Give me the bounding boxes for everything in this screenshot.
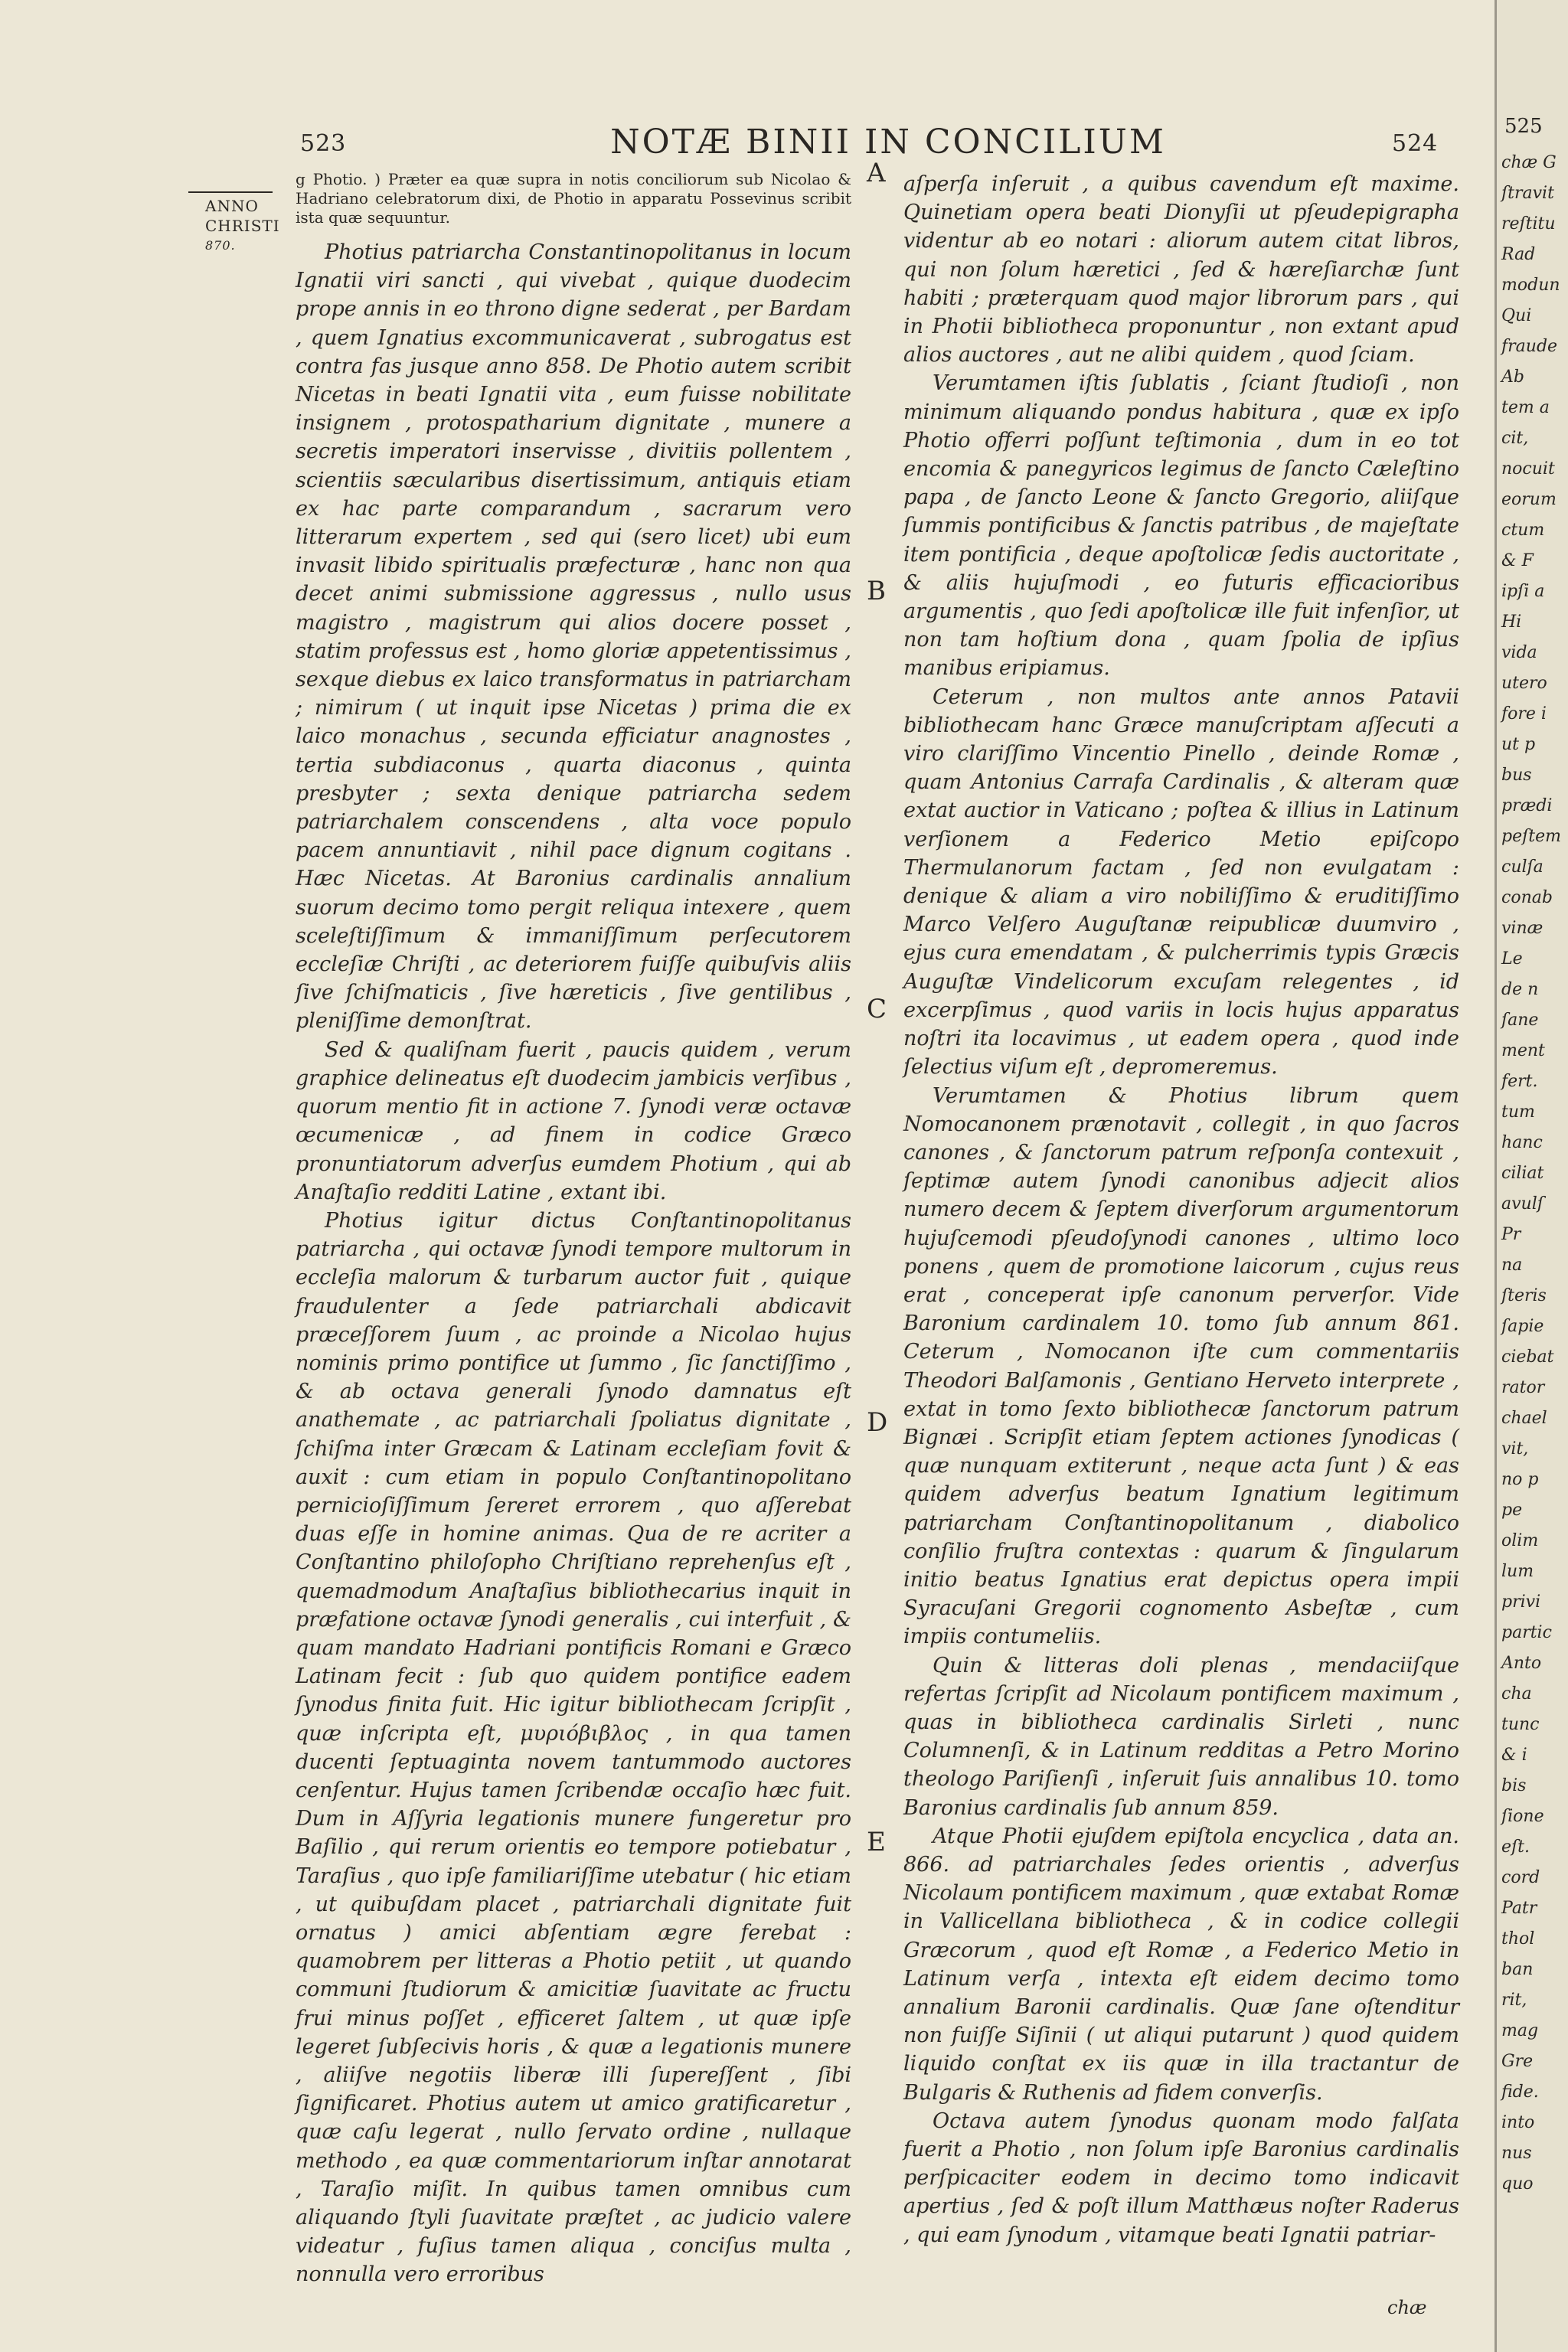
edge-fragment: modun xyxy=(1501,276,1560,295)
right-paragraph-6: Atque Photii ejuſdem epiſtola encyclica , data an. 866. ad patriarchales ſedes orientis , adverſus Nicolaum pontificem maximum , quæ extabat Romæ in Vallicellana bibliotheca , & in codice collegii Græcorum , quod eſt Romæ , a Federico Metio in Latinum verſa , intexta eſt eidem decimo tomo annalium Baronii cardinalis. Quæ ſane oſtenditur non fuiſſe Siſinii ( ut aliqui putarunt ) quod quidem liquido conſtat ex iis quæ in illa tractantur de Bulgaris & Ruthenis ad fidem converſis. xyxy=(903,1824,1459,2105)
section-letter-d: D xyxy=(867,1407,888,1438)
edge-fragment: fraude xyxy=(1501,337,1558,356)
edge-fragment: ſane xyxy=(1501,1011,1539,1030)
left-paragraph-2: Sed & qualiſnam fuerit , paucis quidem , verum graphice delineatus eſt duodecim jambicis verſibus , quorum mentio fit in actione 7. ſynodi veræ octavæ œcumenicæ , ad finem in codice Græco pronuntiatorum adverſus eumdem Photium , qui ab Anaſtaſio redditi Latine , extant ibi. xyxy=(296,1037,851,1204)
edge-fragment: vinæ xyxy=(1501,919,1544,938)
edge-fragment: into xyxy=(1501,2113,1535,2132)
edge-fragment: ſtravit xyxy=(1501,184,1554,203)
left-intro-note: g Photio. ) Præter ea quæ supra in notis conciliorum sub Nicolao & Hadriano celebratorum dixi, de Photio in apparatu Possevinus scribit ista quæ sequuntur. xyxy=(296,170,851,227)
catchword: chæ xyxy=(1387,2297,1427,2318)
edge-fragment: quo xyxy=(1501,2174,1534,2194)
margin-rule xyxy=(188,191,273,193)
right-paragraph-4: Verumtamen & Photius librum quem Nomocanonem prænotavit , collegit , in quo ſacros canones , & ſanctorum patrum reſponſa contexuit , ſeptimæ autem ſynodi canonibus adjecit alios numero decem & ſeptem diverſorum argumentorum hujuſcemodi pſeudoſynodi canones , ultimo loco ponens , quem de promotione laicorum , cujus reus erat , conceperat ipſe canonum perverſor. Vide Baronium cardinalem 10. tomo ſub annum 861. Ceterum , Nomocanon iſte cum commentariis Theodori Balſamonis , Gentiano Herveto interprete , extat in tomo ſexto bibliothecæ ſanctorum patrum Bignæi . Scripſit etiam ſeptem actiones ſynodicas ( quæ nunquam extiterunt , neque acta ſunt ) & eas quidem adverſus beatum Ignatium legitimum patriarcham Conſtantinopolitanum , diabolico conſilio fruſtra contextas : quarum & ſingularum initio beatus Ignatius erat depictus opera impii Syracuſani Gregorii cognomento Asbeſtæ , cum impiis contumeliis. xyxy=(903,1083,1459,1649)
edge-fragment: thol xyxy=(1501,1929,1535,1949)
edge-fragment: Anto xyxy=(1501,1654,1542,1673)
edge-fragment: ban xyxy=(1501,1960,1534,1979)
edge-fragment: conab xyxy=(1501,888,1553,907)
section-letter-c: C xyxy=(867,994,887,1024)
edge-fragment: hanc xyxy=(1501,1133,1543,1152)
edge-fragment: privi xyxy=(1501,1592,1541,1612)
margin-year: 870. xyxy=(205,238,236,253)
edge-fragment: tum xyxy=(1501,1102,1535,1122)
edge-fragment: olim xyxy=(1501,1531,1539,1550)
edge-fragment: fert. xyxy=(1501,1072,1538,1091)
edge-fragment: lum xyxy=(1501,1562,1534,1581)
right-paragraph-3: Ceterum , non multos ante annos Patavii bibliothecam hanc Græce manuſcriptam aſſecuti a viro clariſſimo Vincentio Pinello , deinde Romæ , quam Antonius Carrafa Cardinalis , & alteram quæ extat auctior in Vaticano ; poſtea & illius in Latinum verſionem a Federico Metio epiſcopo Thermulanorum factam , ſed non evulgatam : denique & aliam a viro nobiliſſimo & eruditiſſimo Marco Velſero Auguſtanæ reipublicæ duumviro , ejus cura emendatam , & pulcherrimis typis Græcis Auguſtæ Vindelicorum excuſam relegentes , id excerpſimus , quod variis in locis hujus apparatus noſtri ita locavimus , ut eadem opera , quod inde ſelectius viſum eſt , depromeremus. xyxy=(903,684,1459,1080)
edge-fragment: fide. xyxy=(1501,2082,1539,2102)
edge-fragment: reſtitu xyxy=(1501,214,1556,234)
edge-fragment: Ab xyxy=(1501,368,1524,387)
left-column xyxy=(296,170,851,2289)
edge-fragment: Hi xyxy=(1501,612,1522,632)
edge-fragment: utero xyxy=(1501,674,1547,693)
right-paragraph-5: Quin & litteras doli plenas , mendaciiſque refertas ſcripſit ad Nicolaum pontificem maximum , quas in bibliotheca cardinalis Sirleti , nunc Columnenſi, & in Latinum redditas a Petro Morino theologo Pariſienſi , inſeruit ſuis annalibus 10. tomo Baronius cardinalis ſub annum 859. xyxy=(903,1653,1459,1820)
edge-fragment: nocuit xyxy=(1501,459,1555,479)
margin-anno: ANNO xyxy=(205,197,259,215)
edge-fragment: cit, xyxy=(1501,429,1529,448)
edge-fragment: bis xyxy=(1501,1776,1527,1795)
left-paragraph-1: Photius patriarcha Constantinopolitanus in locum Ignatii viri sancti , qui vivebat , quique duodecim prope annis in eo throno digne sederat , per Bardam , quem Ignatius excommunicaverat , subrogatus est contra fas jusque anno 858. De Photio autem scribit Nicetas in beati Ignatii vita , eum fuisse nobilitate insignem , protospatharium dignitate , munere a secretis imperatori inservisse , divitiis pollentem , scientiis sæcularibus disertissimum, antiquis etiam ex hac parte comparandum , sacrarum vero litterarum expertem , sed qui (sero licet) ubi eum invasit libido spiritualis præfecturæ , hanc non qua decet animi submissione aggressus , nullo usus magistro , magistrum qui alios docere posset , statim professus est , homo gloriæ appetentissimus , sexque diebus ex laico transformatus in patriarcham ; nimirum ( ut inquit ipse Nicetas ) prima die ex laico monachus , secunda efficiatur anagnostes , tertia subdiaconus , quarta diaconus , quinta presbyter ; sexta denique patriarcha sedem patriarchalem conscendens , alta voce populo pacem annuntiavit , nihil pace dignum cogitans . Hæc Nicetas. At Baronius cardinalis annalium suorum decimo tomo pergit reliqua intexere , quem sceleſtiſſimum & immaniſſimum perſecutorem eccleſiæ Chriſti , ac deteriorem fuiſſe quibuſvis aliis ſive ſchiſmaticis , ſive hæreticis , ſive gentilibus , pleniſſime demonſtrat. xyxy=(296,240,851,1034)
edge-fragment: tem a xyxy=(1501,398,1550,417)
edge-fragment: bus xyxy=(1501,766,1532,785)
page-number-right: 524 xyxy=(1392,130,1439,157)
right-paragraph-1: aſperſa inſeruit , a quibus cavendum eſt maxime. Quinetiam opera beati Dionyſii ut pſeudepigrapha videntur ab eo notari : aliorum autem citat libros, qui non ſolum hæretici , ſed & hæreſiarchæ ſunt habiti ; præterquam quod major librorum pars , qui in Photii bibliotheca proponuntur , non extant apud alios auctores , aut ne alibi quidem , quod ſciam. xyxy=(903,172,1459,368)
edge-fragment: ſapie xyxy=(1501,1317,1544,1336)
edge-fragment: ipſi a xyxy=(1501,582,1545,601)
edge-fragment: de n xyxy=(1501,980,1539,999)
edge-fragment: ctum xyxy=(1501,521,1545,540)
running-title: NOTÆ BINII IN CONCILIUM xyxy=(610,122,1166,162)
section-letter-e: E xyxy=(867,1827,886,1857)
edge-fragment: eſt. xyxy=(1501,1838,1530,1857)
edge-fragment: partic xyxy=(1501,1623,1552,1642)
edge-fragment: Le xyxy=(1501,949,1523,969)
next-page-edge xyxy=(1494,0,1568,2352)
edge-fragment: rator xyxy=(1501,1378,1545,1397)
right-paragraph-7: Octava autem ſynodus quonam modo falſata fuerit a Photio , non ſolum ipſe Baronius cardinalis perſpicaciter eodem in decimo tomo indicavit apertius , ſed & poſt illum Matthæus noſter Raderus , qui eam ſynodum , vitamque beati Ignatii patriar- xyxy=(903,2109,1459,2247)
edge-fragment: vit, xyxy=(1501,1439,1529,1459)
edge-fragment: Pr xyxy=(1501,1225,1521,1244)
edge-fragment: culſa xyxy=(1501,858,1544,877)
edge-fragment: cord xyxy=(1501,1868,1540,1887)
edge-fragment: ment xyxy=(1501,1041,1545,1060)
edge-fragment: Qui xyxy=(1501,306,1532,325)
year-margin-note xyxy=(205,191,280,256)
edge-fragment: avulſ xyxy=(1501,1194,1544,1214)
edge-fragment: na xyxy=(1501,1256,1523,1275)
edge-fragment: ciliat xyxy=(1501,1164,1544,1183)
edge-fragment: rit, xyxy=(1501,1991,1527,2010)
edge-fragment: Gre xyxy=(1501,2052,1534,2071)
edge-fragment: fore i xyxy=(1501,704,1547,724)
edge-fragment: Rad xyxy=(1501,245,1536,264)
edge-fragment: cha xyxy=(1501,1684,1532,1704)
section-letter-a: A xyxy=(867,158,886,188)
margin-christi: CHRISTI xyxy=(205,217,280,235)
edge-fragment: ſteris xyxy=(1501,1286,1547,1305)
page-number-left: 523 xyxy=(300,130,347,157)
edge-fragment: nus xyxy=(1501,2144,1532,2163)
edge-fragment: ut p xyxy=(1501,735,1536,754)
edge-fragment: peſtem xyxy=(1501,827,1561,846)
next-page-number: 525 xyxy=(1504,115,1543,138)
edge-fragment: & F xyxy=(1501,551,1534,570)
edge-fragment: ciebat xyxy=(1501,1348,1554,1367)
edge-fragment: ſione xyxy=(1501,1807,1544,1826)
edge-fragment: mag xyxy=(1501,2021,1539,2040)
edge-fragment: & i xyxy=(1501,1746,1527,1765)
edge-fragment: eorum xyxy=(1501,490,1557,509)
edge-fragment: prædi xyxy=(1501,796,1553,815)
edge-fragment: pe xyxy=(1501,1501,1523,1520)
section-letter-b: B xyxy=(867,576,886,606)
edge-fragment: vida xyxy=(1501,643,1537,662)
edge-fragment: chael xyxy=(1501,1409,1547,1428)
edge-fragment: no p xyxy=(1501,1470,1539,1489)
right-column xyxy=(903,170,1459,2249)
left-paragraph-3: Photius igitur dictus Conſtantinopolitanus patriarcha , qui octavæ ſynodi tempore multorum in eccleſia malorum & turbarum auctor fuit , quique fraudulenter a ſede patriarchali abdicavit præceſſorem ſuum , ac proinde a Nicolao hujus nominis primo pontifice ut ſummo , ſic ſanctiſſimo , & ab octava generali ſynodo damnatus eſt anathemate , ac patriarchali ſpoliatus dignitate , ſchiſma inter Græcam & Latinam eccleſiam fovit & auxit : cum etiam in populo Conſtantinopolitano pernicioſiſſimum ſereret errorem , quo aſſerebat duas eſſe in homine animas. Qua de re acriter a Conſtantino philoſopho Chriſtiano reprehenſus eſt , quemadmodum Anaſtaſius bibliothecarius inquit in præfatione octavæ ſynodi generalis , cui interfuit , & quam mandato Hadriani pontificis Romani e Græco Latinam fecit : ſub quo quidem pontifice eadem ſynodus finita fuit. Hic igitur bibliothecam ſcripſit , quæ inſcripta eſt, μυριόβιβλος , in qua tamen ducenti ſeptuaginta novem tantummodo auctores cenſentur. Hujus tamen ſcribendæ occaſio hæc fuit. Dum in Aſſyria legationis munere fungeretur pro Baſilio , qui rerum orientis eo tempore potiebatur , Taraſius , quo ipſe familiariſſime utebatur ( hic etiam , ut quibuſdam placet , patriarchali dignitate fuit ornatus ) amici abſentiam ægre ferebat : quamobrem per litteras a Photio petiit , ut quando communi ſtudiorum & amicitiæ ſuavitate ac fructu frui minus poſſet , efficeret ſaltem , ut quæ ipſe legeret ſubſecivis horis , & quæ a legationis munere , aliiſve negotiis liberæ illi ſupereſſent , ſibi ſignificaret. Photius autem ut amico gratificaretur , quæ caſu legerat , nullo ſervato ordine , nullaque methodo , ea quæ commentariorum inſtar annotarat , Taraſio miſit. In quibus tamen omnibus cum aliquando ſtyli ſuavitate præſtet , ac judicio valere videatur , fuſius tamen aliqua , conciſus multa , nonnulla vero erroribus xyxy=(296,1208,851,2287)
right-paragraph-2: Verumtamen iſtis ſublatis , ſciant ſtudioſi , non minimum aliquando pondus habitura , quæ ex ipſo Photio offerri poſſunt teſtimonia , dum in eo tot encomia & panegyricos legimus de ſancto Cæleſtino papa , de ſancto Leone & ſancto Gregorio, aliiſque ſummis pontificibus & ſanctis patribus , de majeſtate item pontificia , deque apoſtolicæ ſedis auctoritate , & aliis hujuſmodi , eo futuris efficacioribus argumentis , quo ſedi apoſtolicæ ille fuit infenſior, ut non tam hoſtium dona , quam ſpolia de ipſius manibus eripiamus. xyxy=(903,371,1459,681)
edge-fragment: chæ G xyxy=(1501,153,1557,172)
edge-fragment: tunc xyxy=(1501,1715,1540,1734)
edge-fragment: Patr xyxy=(1501,1899,1537,1918)
